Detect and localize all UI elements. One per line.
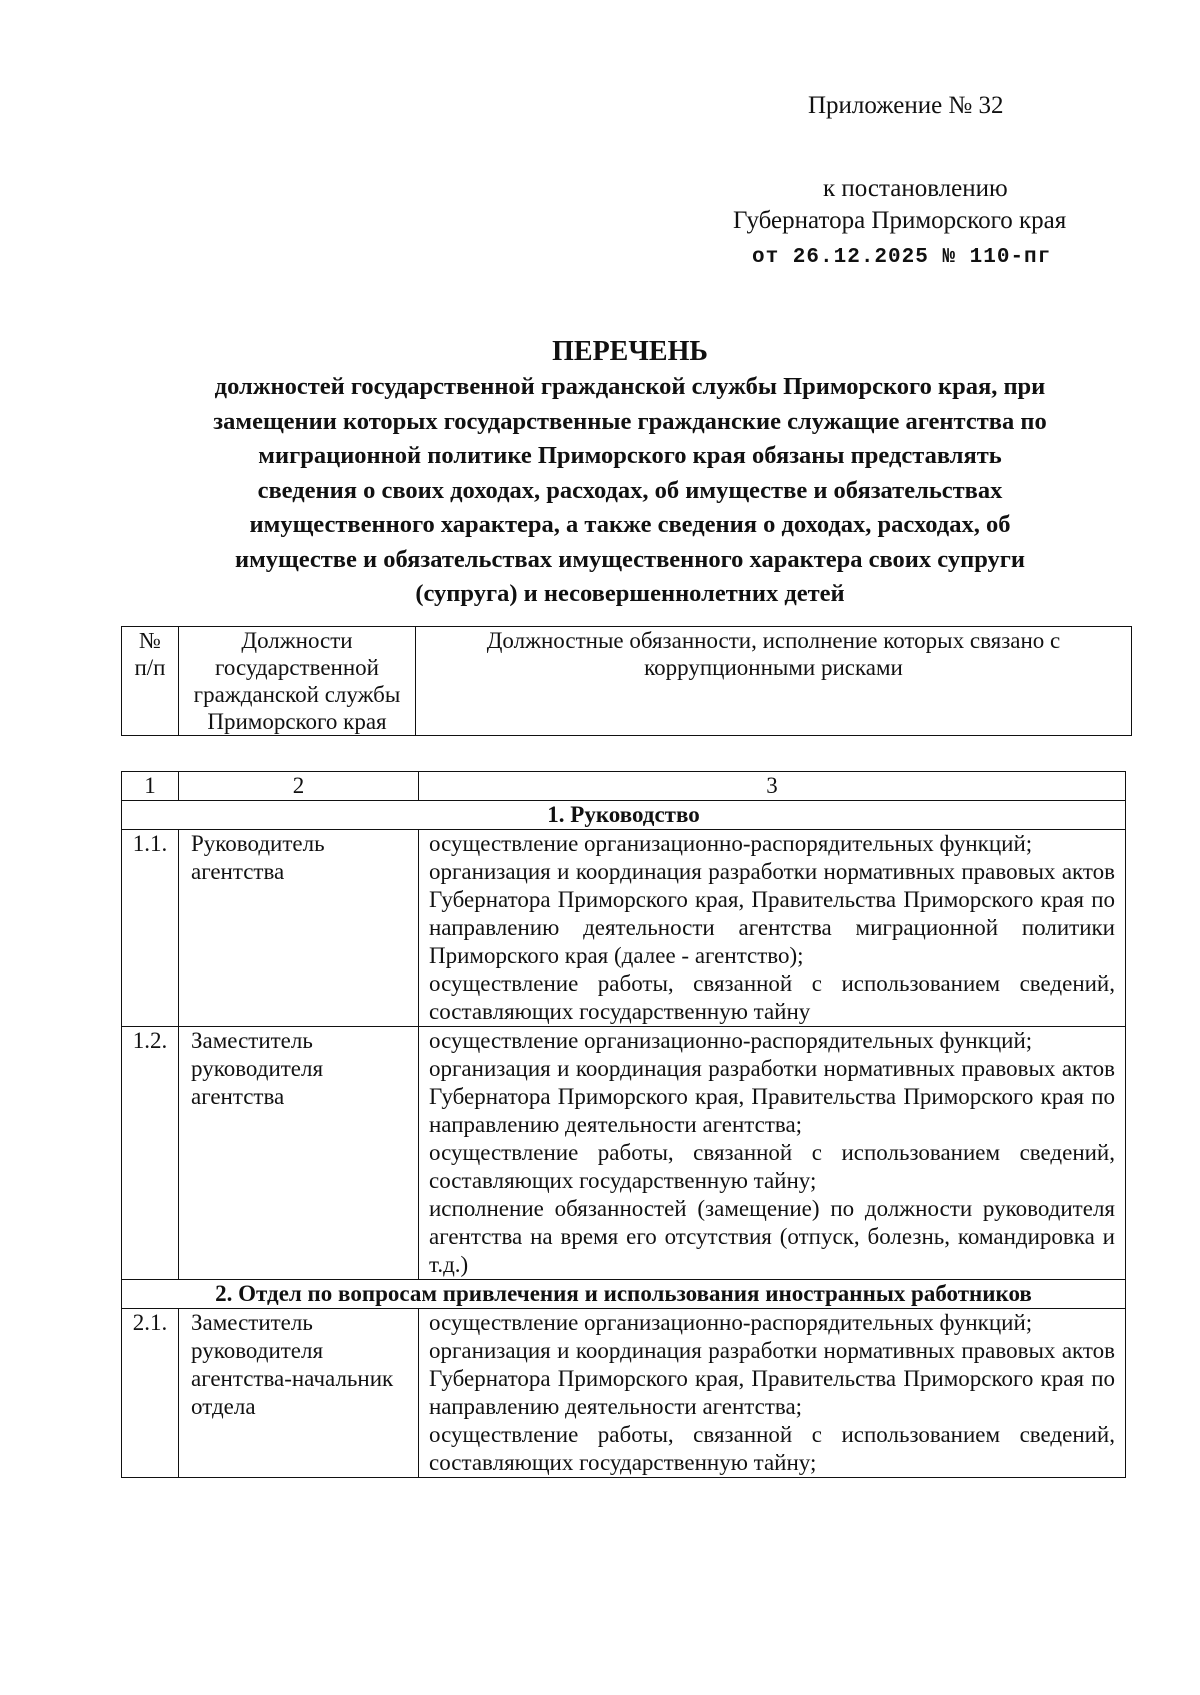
subheading-line: имущественного характера, а также сведения о доходах, расходах, об [249, 511, 1011, 538]
attachment-authority: Губернатора Приморского края [733, 207, 1067, 234]
row-position: Руководитель агентства [179, 830, 419, 1027]
duty-item: осуществление организационно-распорядительных функций; [429, 1310, 1033, 1335]
column-number-row [122, 772, 1126, 801]
attachment-date-number: от 26.12.2025 № 110-пг [752, 246, 1052, 269]
document-subheading [120, 370, 1140, 612]
duty-item: осуществление работы, связанной с использованием сведений, составляющих государственную тайну; [429, 1140, 1115, 1193]
attachment-title: Приложение № 32 [808, 92, 1004, 119]
duty-item: организация и координация разработки нормативных правовых актов Губернатора Приморского края, Правительства Приморского края по направлению деятельности агентства миграционной политики Приморского края (далее - агентство); [429, 859, 1115, 968]
column-number: 3 [419, 772, 1126, 801]
subheading-line: должностей государственной гражданской службы Приморского края, при [214, 373, 1046, 400]
column-number: 2 [179, 772, 419, 801]
subheading-line: замещении которых государственные гражданские служащие агентства по [213, 407, 1047, 435]
duty-item: организация и координация разработки нормативных правовых актов Губернатора Приморского края, Правительства Приморского края по направлению деятельности агентства; [429, 1056, 1115, 1137]
row-number: 1.1. [122, 830, 179, 1027]
section-title: 2. Отдел по вопросам привлечения и использования иностранных работников [122, 1280, 1126, 1309]
document-heading: ПЕРЕЧЕНЬ [552, 336, 708, 367]
subheading-line: (супруга) и несовершеннолетних детей [415, 580, 845, 607]
row-position: Заместитель руководителя агентства-начальник отдела [179, 1309, 419, 1478]
subheading-line: миграционной политике Приморского края обязаны представлять [258, 442, 1002, 469]
duty-item: осуществление организационно-распорядительных функций; [429, 831, 1033, 856]
subheading-line: сведения о своих доходах, расходах, об имуществе и обязательствах [257, 476, 1003, 504]
section-row [122, 801, 1126, 830]
subheading-line: имуществе и обязательствах имущественного характера своих супруги [234, 545, 1026, 573]
row-duties [419, 830, 1126, 1027]
header-duties: Должностные обязанности, исполнение которых связано с коррупционными рисками [416, 627, 1132, 736]
header-number: № п/п [122, 627, 179, 736]
row-number: 1.2. [122, 1027, 179, 1280]
attachment-to: к постановлению [823, 175, 1008, 202]
table-row [122, 1027, 1126, 1280]
duty-item: осуществление работы, связанной с использованием сведений, составляющих государственную тайну [429, 971, 1115, 1024]
duty-item: осуществление организационно-распорядительных функций; [429, 1028, 1033, 1053]
table-row [122, 1309, 1126, 1478]
duty-item: организация и координация разработки нормативных правовых актов Губернатора Приморского края, Правительства Приморского края по направлению деятельности агентства; [429, 1338, 1115, 1419]
section-title: 1. Руководство [122, 801, 1126, 830]
duty-item: исполнение обязанностей (замещение) по должности руководителя агентства на время его отсутствия (отпуск, болезнь, командировка и т.д.) [429, 1196, 1115, 1277]
positions-table [121, 771, 1126, 1478]
row-duties [419, 1027, 1126, 1280]
duty-item: осуществление работы, связанной с использованием сведений, составляющих государственную тайну; [429, 1422, 1115, 1475]
section-row [122, 1280, 1126, 1309]
row-position: Заместитель руководителя агентства [179, 1027, 419, 1280]
row-number: 2.1. [122, 1309, 179, 1478]
column-number: 1 [122, 772, 179, 801]
row-duties [419, 1309, 1126, 1478]
table-row [122, 830, 1126, 1027]
header-positions: Должности государственной гражданской службы Приморского края [179, 627, 416, 736]
table-header [121, 626, 1132, 736]
